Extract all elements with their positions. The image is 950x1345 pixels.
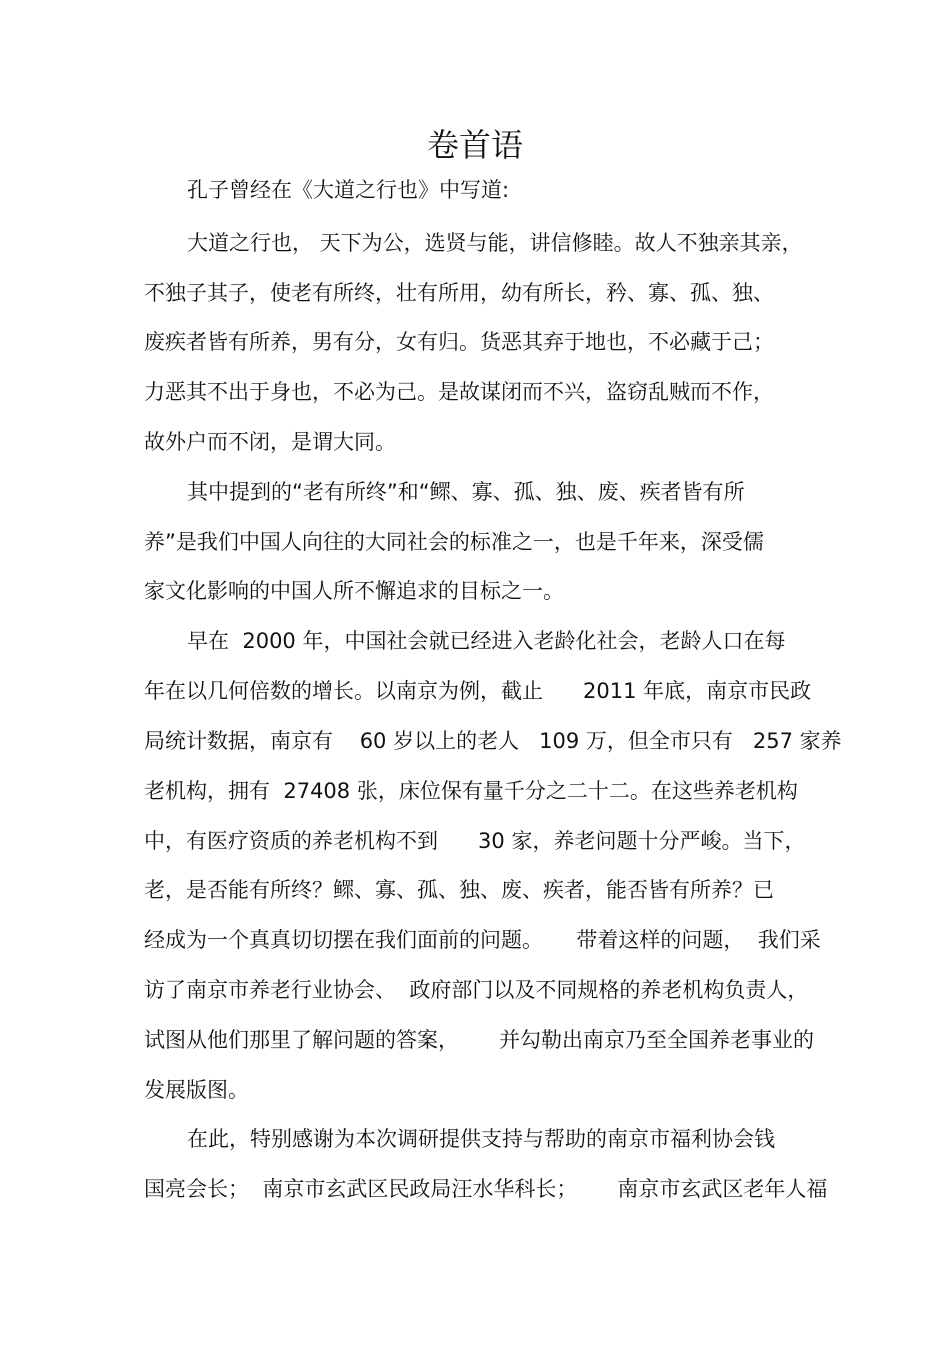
text-line: 年在以几何倍数的增长。以南京为例，截止 2011 年底，南京市民政	[144, 679, 812, 703]
text-line: 老机构，拥有 27408 张，床位保有量千分之二十二。在这些养老机构	[144, 779, 798, 803]
text-line: 力恶其不出于身也，不必为己。是故谋闭而不兴，盗窃乱贼而不作，	[144, 380, 774, 404]
text-line: 不独子其子，使老有所终，壮有所用，幼有所长，矜、寡、孤、独、	[144, 281, 774, 305]
document-title: 卷首语	[426, 126, 523, 164]
text-line: 故外户而不闭，是谓大同。	[144, 430, 396, 454]
text-line: 发展版图。	[144, 1078, 249, 1102]
text-line: 局统计数据，南京有 60 岁以上的老人 109 万，但全市只有 257 家养	[144, 729, 842, 753]
text-line: 国亮会长； 南京市玄武区民政局汪水华科长； 南京市玄武区老年人福	[144, 1177, 828, 1201]
text-line: 老，是否能有所终？鳏、寡、孤、独、废、疾者，能否皆有所养？已	[144, 878, 774, 902]
text-line: 家文化影响的中国人所不懈追求的目标之一。	[144, 579, 564, 603]
text-line: 在此，特别感谢为本次调研提供支持与帮助的南京市福利协会钱	[187, 1127, 775, 1151]
text-line: 早在 2000 年，中国社会就已经进入老龄化社会，老龄人口在每	[187, 629, 786, 653]
text-line: 养”是我们中国人向往的大同社会的标准之一，也是千年来，深受儒	[144, 530, 764, 554]
text-line: 试图从他们那里了解问题的答案， 并勾勒出南京乃至全国养老事业的	[144, 1028, 815, 1052]
text-line: 中，有医疗资质的养老机构不到 30 家，养老问题十分严峻。当下，	[144, 829, 806, 853]
text-line: 经成为一个真真切切摆在我们面前的问题。 带着这样的问题， 我们采	[144, 928, 821, 952]
text-line: 访了南京市养老行业协会、 政府部门以及不同规格的养老机构负责人，	[144, 978, 809, 1002]
text-line: 孔子曾经在《大道之行也》中写道:	[187, 178, 510, 202]
text-line: 大道之行也， 天下为公，选贤与能，讲信修睦。故人不独亲其亲，	[187, 231, 803, 255]
text-line: 废疾者皆有所养，男有分，女有归。货恶其弃于地也，不必藏于己；	[144, 330, 774, 354]
text-line: 其中提到的“老有所终”和“鳏、寡、孤、独、废、疾者皆有所	[187, 480, 745, 504]
